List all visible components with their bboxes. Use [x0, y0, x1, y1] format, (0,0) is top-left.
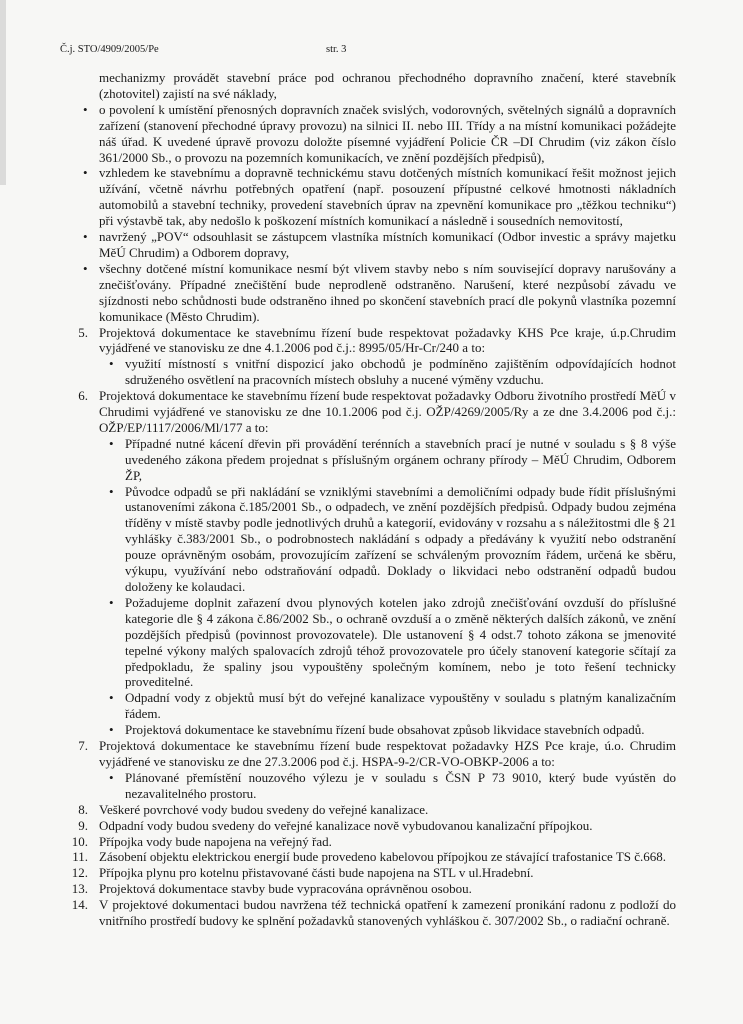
item-number: 7. [78, 738, 88, 754]
item-number: 14. [71, 897, 88, 913]
item-text: V projektové dokumentaci budou navržena též technická opatření k zamezení pronikání radonu z podloží do vnitřního prostředí budovy ke splnění požadavků stanovených vyhláškou č. 307/2002 Sb., o radiační ochraně. [99, 897, 676, 929]
bullet-text: Plánované přemístění nouzového výlezu je v souladu s ČSN P 73 9010, který bude vyústěn do nezavalitelného prostoru. [125, 769, 676, 801]
top-bullet-list [58, 102, 676, 325]
bullet-text: Odpadní vody z objektů musí být do veřejné kanalizace vypouštěny v souladu s platným kanalizačním řádem. [125, 690, 676, 722]
bullet-icon: • [109, 483, 114, 499]
bullet-text: o povolení k umístění přenosných dopravních značek svislých, vodorovných, světelných signálů a dopravních zařízení (stanovení přechodné úpravy provozu) na silnici II. nebo III. Třídy a na místní komunikaci požádejte náš úřad. K uvedené úpravě provozu doložte písemné vyjádření Policie ČR –DI Chrudim (viz zákon číslo 361/2000 Sb., o provozu na pozemních komunikacích, ve znění pozdějších předpisů), [99, 101, 676, 165]
condition-item [58, 849, 676, 865]
bullet-text: Požadujeme doplnit zařazení dvou plynových kotelen jako zdrojů znečišťování ovzduší do příslušné kategorie dle § 4 zákona č.86/2002 Sb., o ochraně ovzduší a o změně některých dalších zákonů, ve znění pozdějších předpisů (povinnost provozovatele). Dle ustanovení § 4 odst.7 tohoto zákona se jmenovité tepelné výkony malých spalovacích zdrojů téhož provozovatele pro účely stanovení kategorie sčítají za předpokladu, že spaliny jsou vypouštěny společným komínem, nebo je toto řešení technicky proveditelné. [125, 594, 676, 690]
bullet-icon: • [83, 101, 88, 117]
item-number: 6. [78, 388, 88, 404]
document-body [58, 70, 676, 929]
item-text: Přípojka vody bude napojena na veřejný řad. [99, 833, 332, 849]
item-number: 13. [71, 881, 88, 897]
page-number: str. 3 [326, 44, 347, 55]
numbered-conditions [58, 325, 676, 929]
bullet-icon: • [83, 260, 88, 276]
bullet-item [99, 484, 676, 595]
bullet-item [99, 436, 676, 484]
condition-item [58, 881, 676, 897]
bullet-text: všechny dotčené místní komunikace nesmí být vlivem stavby nebo s ním související dopravy narušovány a znečišťovány. Případné znečištění bude neprodleně odstraněno. Narušení, které nezpůsobí závadu ve sjízdnosti nebo schůdnosti bude odstraněno ihned po skončení stavebních prací dle pokynů vlastníka pozemní komunikace (Město Chrudim). [99, 260, 676, 324]
condition-item [58, 802, 676, 818]
item-number: 10. [71, 833, 88, 849]
bullet-icon: • [109, 356, 114, 372]
condition-item [58, 834, 676, 850]
bullet-text: navržený „POV“ odsouhlasit se zástupcem vlastníka místních komunikací (Odbor investic a správy majetku MěÚ Chrudim) a Odborem dopravy, [99, 229, 676, 260]
reference-number: Č.j. STO/4909/2005/Pe [60, 44, 159, 55]
bullet-item [99, 690, 676, 722]
bullet-item [99, 595, 676, 690]
bullet-text: Případné nutné kácení dřevin při provádění terénních a stavebních prací je nutné v souladu s § 8 výše uvedeného zákona předem projednat s příslušným orgánem ochrany přírody – MěÚ Chrudim, Odborem ŽP, [125, 435, 676, 483]
scan-shadow [0, 0, 6, 185]
item-text: Veškeré povrchové vody budou svedeny do veřejné kanalizace. [99, 801, 429, 817]
item-text: Projektová dokumentace ke stavebnímu řízení bude respektovat požadavky HZS Pce kraje, ú.o. Chrudim vyjádřené ve stanovisku ze dne 27.3.2006 pod č.j. HSPA-9-2/CR-VO-OBKP-2006 a to: [99, 738, 676, 769]
condition-item [58, 865, 676, 881]
item-number: 9. [78, 817, 88, 833]
bullet-text: Původce odpadů se při nakládání se vzniklými stavebními a demoličními odpady bude řídit příslušnými ustanoveními zákona č.185/2001 Sb., o odpadech, ve znění pozdějších předpisů. Odpady budou zejména tříděny v místě stavby podle jednotlivých druhů a kategorií, evidovány v rozsahu a s náležitostmi dle § 21 vyhlášky č.383/2001 Sb., o podrobnostech nakládání s odpady a předávány k využití nebo odstranění pouze oprávněným osobám, provozujícím zařízení se schváleným provozním řádem, určená ke sběru, výkupu, využívání nebo odstraňování odpadů. Doklady o likvidaci nebo odstranění odpadů budou doloženy ke kolaudaci. [125, 483, 676, 594]
bullet-item [99, 722, 676, 738]
bullet-item [99, 356, 676, 388]
bullet-item [58, 102, 676, 166]
condition-item [58, 388, 676, 738]
item-text: Projektová dokumentace ke stavebnímu řízení bude respektovat požadavky KHS Pce kraje, ú.p.Chrudim vyjádřené ve stanovisku ze dne 4.1.2006 pod č.j.: 8995/05/Hr-Cr/240 a to: [99, 324, 676, 356]
condition-item [58, 897, 676, 929]
item-text: Zásobení objektu elektrickou energií bude provedeno kabelovou přípojkou ze stávající trafostanice TS č.668. [99, 849, 667, 865]
item-number: 8. [78, 801, 88, 817]
item-text: Přípojka plynu pro kotelnu přistavované části bude napojena na STL v ul.Hradební. [99, 865, 534, 881]
sub-bullet-list [99, 770, 676, 802]
bullet-icon: • [109, 769, 114, 785]
item-number: 11. [72, 849, 88, 865]
sub-bullet-list [99, 436, 676, 738]
bullet-icon: • [109, 722, 114, 738]
page-header [60, 44, 683, 58]
bullet-icon: • [109, 594, 114, 610]
bullet-item [58, 165, 676, 229]
bullet-icon: • [83, 229, 88, 245]
bullet-icon: • [109, 435, 114, 451]
condition-item [58, 818, 676, 834]
condition-item [58, 738, 676, 802]
bullet-item [58, 261, 676, 325]
bullet-icon: • [83, 165, 88, 181]
item-text: Projektová dokumentace stavby bude vypracována oprávněnou osobou. [99, 881, 472, 897]
item-number: 5. [78, 324, 88, 340]
bullet-item [99, 770, 676, 802]
bullet-text: Projektová dokumentace ke stavebnímu řízení bude obsahovat způsob likvidace stavebních odpadů. [125, 722, 645, 738]
bullet-icon: • [109, 690, 114, 706]
intro-continuation: mechanizmy provádět stavební práce pod ochranou přechodného dopravního značení, které stavebník (zhotovitel) zajistí na své náklady, [99, 70, 676, 101]
bullet-item [58, 229, 676, 261]
bullet-text: využití místností s vnitřní dispozicí jako obchodů je podmíněno zajištěním odpovídajících hodnot sdruženého osvětlení na pracovních místech obsluhy a nucené výměny vzduchu. [125, 356, 676, 388]
bullet-text: vzhledem ke stavebnímu a dopravně technickému stavu dotčených místních komunikací řešit možnost jejich užívání, včetně návrhu potřebných opatření (např. posouzení přípustné celkové hmotnosti nákladních automobilů a stavební techniky, provedení stavebních úprav na zpevnění komunikace pro „těžkou techniku“) při výstavbě tak, aby nedošlo k poškození místních komunikací a následně i sousedních nemovitostí, [99, 165, 676, 229]
item-text: Projektová dokumentace ke stavebnímu řízení bude respektovat požadavky Odboru životního prostředí MěÚ v Chrudimi vyjádřené ve stanovisku ze dne 10.1.2006 pod č.j. OŽP/4269/2005/Ry a ze dne 3.4.2006 pod č.j.: OŽP/EP/1117/2006/Ml/177 a to: [99, 388, 676, 435]
sub-bullet-list [99, 356, 676, 388]
item-number: 12. [71, 865, 88, 881]
condition-item [58, 325, 676, 389]
item-text: Odpadní vody budou svedeny do veřejné kanalizace nově vybudovanou kanalizační přípojkou. [99, 817, 593, 833]
